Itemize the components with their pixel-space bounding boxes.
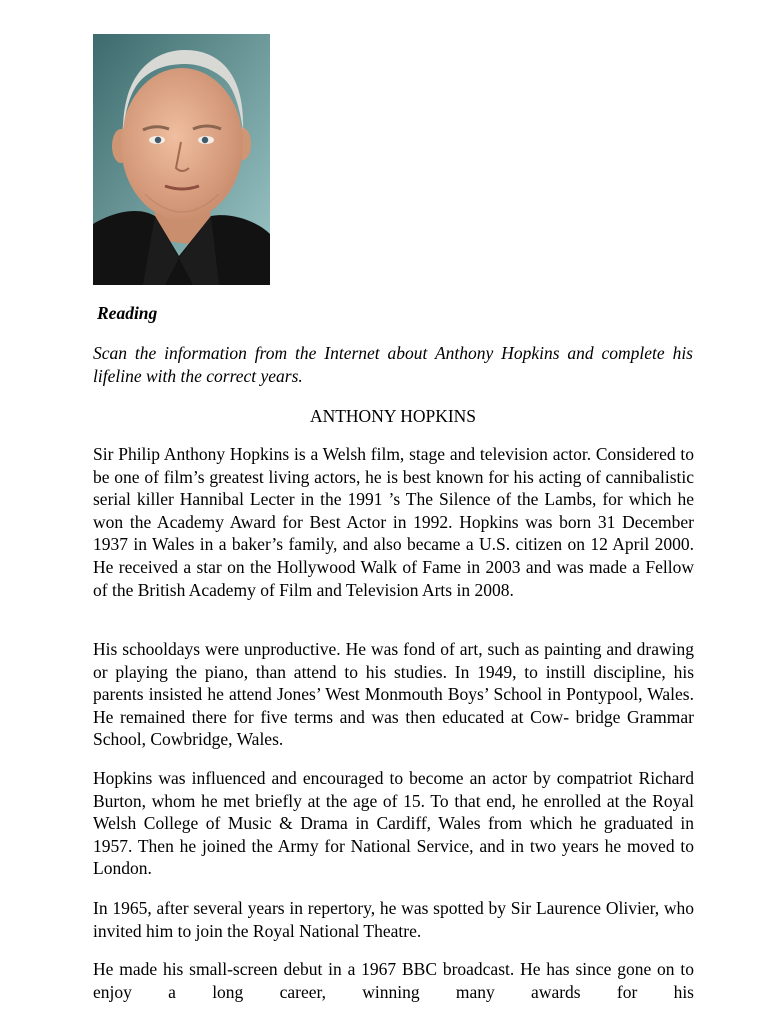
paragraph-royal-national-theatre: In 1965, after several years in repertory, he was spotted by Sir Laurence Olivier, who invited him to join the Royal National Theatre. [93,898,694,941]
document-title: ANTHONY HOPKINS [309,406,477,426]
paragraph-schooldays: His schooldays were unproductive. He was fond of art, such as painting and drawing or playing the piano, than attend to his studies. In 1949, to instill discipline, his parents insisted he attend Jones’ West Monmouth Boys’ School in Pontypool, Wales. He remained there for five terms and was then educated at Cow- bridge Grammar School, Cowbridge, Wales. [93,639,694,750]
paragraph-screen-debut: He made his small-screen debut in a 1967 BBC broadcast. He has since gone on to enjoy a long career, winning many awards for his [93,959,694,1002]
paragraph-biography: Sir Philip Anthony Hopkins is a Welsh film, stage and television actor. Considered to be one of film’s greatest living actors, he is best known for his acting of cannibalistic serial killer Hannibal Lecter in the 1991 ’s The Silence of the Lambs, for which he won the Academy Award for Best Actor in 1992. Hopkins was born 31 December 1937 in Wales in a baker’s family, and also became a U.S. citizen on 12 April 2000. He received a star on the Hollywood Walk of Fame in 2003 and was made a Fellow of the British Academy of Film and Television Arts in 2008. [93,444,694,600]
portrait-photo [93,34,270,285]
instructions-text: Scan the information from the Internet about Anthony Hopkins and complete his lifeline with the correct years. [93,343,693,386]
section-heading: Reading [97,303,158,323]
paragraph-acting-career-start: Hopkins was influenced and encouraged to become an actor by compatriot Richard Burton, whom he met briefly at the age of 15. To that end, he enrolled at the Royal Welsh College of Music & Drama in Cardiff, Wales from which he graduated in 1957. Then he joined the Army for National Service, and in two years he moved to London. [93,768,694,879]
